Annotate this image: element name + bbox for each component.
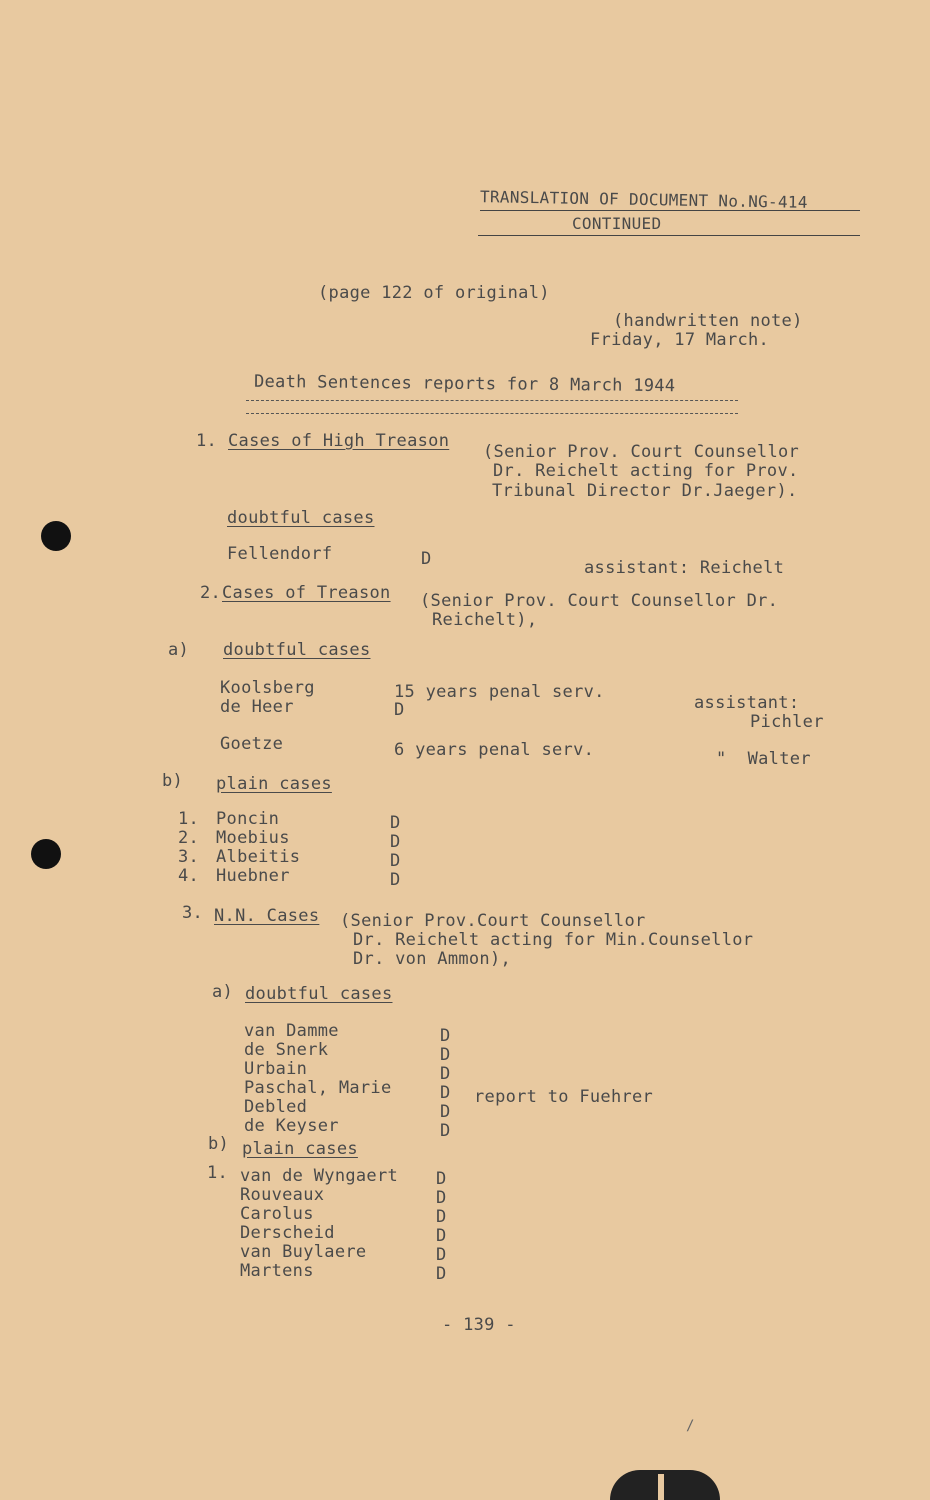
case-name: Huebner — [216, 866, 290, 886]
case-sentence: D — [436, 1169, 447, 1189]
case-sentence: D — [440, 1045, 451, 1065]
case-name: van Buylaere — [240, 1242, 367, 1262]
case-name: Carolus — [240, 1204, 314, 1224]
section2-number: 2. — [200, 583, 222, 603]
header-rule2 — [478, 235, 860, 236]
case-name: Koolsberg — [220, 678, 315, 698]
case-name: Rouveaux — [240, 1185, 325, 1205]
handwritten-note: (handwritten note) — [613, 311, 803, 331]
case-name: Goetze — [220, 734, 284, 754]
case-sentence: D — [436, 1245, 447, 1265]
case-name: Debled — [244, 1097, 308, 1117]
header-rule1 — [480, 210, 860, 211]
stray-mark: / — [686, 1418, 695, 1434]
case-sentence: D — [390, 870, 401, 890]
section2-sub-b-mark: b) — [162, 771, 184, 791]
section2-sub-a-heading: doubtful cases — [223, 640, 371, 660]
case-name: Poncin — [216, 809, 280, 829]
case-sentence: D — [440, 1026, 451, 1046]
binder-clip — [610, 1470, 720, 1500]
section2-heading: Cases of Treason — [222, 583, 391, 603]
case-name: de Heer — [220, 697, 294, 717]
case-sentence: D — [390, 813, 401, 833]
section3-number: 3. — [182, 903, 204, 923]
case-sentence: 6 years penal serv. — [394, 740, 595, 760]
page-reference: (page 122 of original) — [318, 283, 550, 303]
case-sentence: D — [436, 1264, 447, 1284]
case-name: Albeitis — [216, 847, 301, 867]
section3-sub-a-heading: doubtful cases — [245, 984, 393, 1004]
case-sentence: D — [440, 1083, 451, 1103]
section1-judge-line1: (Senior Prov. Court Counsellor — [483, 442, 800, 462]
case-name: Derscheid — [240, 1223, 335, 1243]
case-sentence: D — [436, 1188, 447, 1208]
section2-judge-line2: Reichelt), — [432, 610, 538, 630]
header-line2: CONTINUED — [572, 214, 662, 233]
case-name: Paschal, Marie — [244, 1078, 392, 1098]
case-sentence: D — [390, 851, 401, 871]
list-number: 4. — [178, 866, 200, 886]
section2-assistant2: " Walter — [716, 749, 811, 769]
section3-judge-line1: (Senior Prov.Court Counsellor — [340, 911, 646, 931]
section1-number: 1. — [196, 431, 218, 451]
section1-judge-line2: Dr. Reichelt acting for Prov. — [493, 461, 799, 481]
section3-plain-number: 1. — [207, 1163, 229, 1183]
case-name: Martens — [240, 1261, 314, 1281]
section2-assistant1-label: assistant: — [694, 693, 800, 713]
section1-judge-line3: Tribunal Director Dr.Jaeger). — [492, 481, 798, 501]
list-number: 3. — [178, 847, 200, 867]
list-number: 2. — [178, 828, 200, 848]
section2-assistant1-name: Pichler — [750, 712, 824, 732]
section3-sub-b-heading: plain cases — [242, 1139, 358, 1159]
case-name: de Snerk — [244, 1040, 329, 1060]
title-underline-2 — [246, 413, 738, 414]
header-line1: TRANSLATION OF DOCUMENT No.NG-414 — [479, 187, 808, 212]
case-sentence: D — [440, 1121, 451, 1141]
case-name: Moebius — [216, 828, 290, 848]
list-number: 1. — [178, 809, 200, 829]
case-sentence: D — [436, 1207, 447, 1227]
case-sentence: 15 years penal serv. — [394, 682, 605, 702]
section2-sub-a-mark: a) — [168, 640, 190, 660]
handwritten-date: Friday, 17 March. — [590, 330, 770, 350]
section2-sub-b-heading: plain cases — [216, 774, 332, 794]
section1-heading: Cases of High Treason — [228, 431, 450, 451]
section1-entry-assistant: assistant: Reichelt — [584, 558, 785, 578]
case-name: van Damme — [244, 1021, 339, 1041]
page-number: - 139 - — [442, 1315, 516, 1335]
case-sentence: D — [440, 1064, 451, 1084]
case-sentence: D — [440, 1102, 451, 1122]
case-sentence: D — [390, 832, 401, 852]
section3-judge-line2: Dr. Reichelt acting for Min.Counsellor — [353, 930, 754, 950]
section3-heading: N.N. Cases — [214, 906, 320, 926]
section1-entry-name: Fellendorf — [227, 544, 333, 564]
section2-judge-line1: (Senior Prov. Court Counsellor Dr. — [420, 591, 779, 611]
section3-sub-b-mark: b) — [208, 1134, 230, 1154]
punch-hole-bottom — [31, 839, 61, 869]
section1-entry-sentence: D — [421, 549, 432, 569]
document-title: Death Sentences reports for 8 March 1944 — [253, 371, 676, 397]
section1-subheading: doubtful cases — [227, 508, 375, 528]
case-name: Urbain — [244, 1059, 308, 1079]
section3-sub-a-mark: a) — [212, 982, 234, 1002]
case-sentence: D — [394, 700, 405, 720]
case-sentence: D — [436, 1226, 447, 1246]
case-name: van de Wyngaert — [240, 1166, 399, 1186]
case-name: de Keyser — [244, 1116, 339, 1136]
title-underline — [246, 400, 738, 401]
punch-hole-top — [41, 521, 71, 551]
section3-judge-line3: Dr. von Ammon), — [353, 949, 512, 969]
report-note: report to Fuehrer — [474, 1087, 654, 1107]
